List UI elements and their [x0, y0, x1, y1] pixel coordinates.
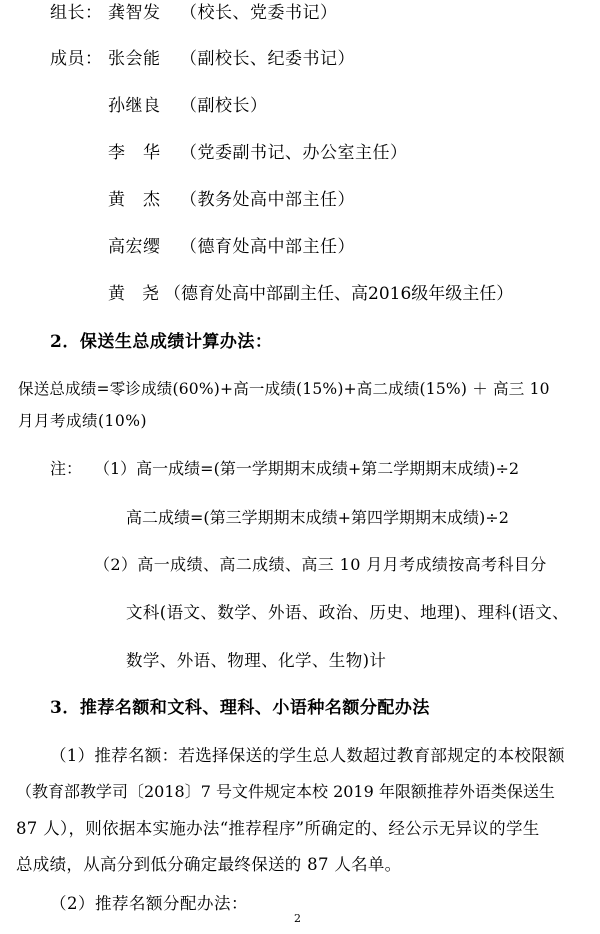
members-label: 成员： — [50, 49, 103, 69]
member-name: 高宏缨 — [108, 237, 161, 257]
note-text: （2）高一成绩、高二成绩、高三 10 月月考成绩按高考科目分 — [94, 555, 547, 574]
leader-label: 组长： — [50, 3, 103, 23]
formula-line: 保送总成绩=零诊成绩(60%)+高一成绩(15%)+高二成绩(15%) ＋ 高三 10 — [18, 380, 550, 398]
section-2-heading: 2．保送生总成绩计算办法： — [50, 332, 273, 352]
note-label: 注： — [50, 459, 83, 478]
paragraph-line: （2）推荐名额分配办法： — [50, 894, 248, 913]
member-name: 李 华 — [108, 143, 161, 163]
paragraph-line: 总成绩，从高分到低分确定最终保送的 87 人名单。 — [16, 855, 402, 874]
committee-member-row — [108, 283, 513, 305]
committee-member-row — [108, 189, 355, 211]
note-text: 高二成绩=(第三学期期末成绩+第四学期期末成绩)÷2 — [126, 508, 509, 527]
member-title: （党委副书记、办公室主任） — [180, 143, 408, 163]
member-name: 黄 尧 — [108, 284, 159, 304]
member-title: （德育处高中部副主任、高2016级年级主任） — [164, 284, 514, 304]
paragraph-line: （1）推荐名额：若选择保送的学生总人数超过教育部规定的本校限额 — [50, 746, 565, 765]
member-name: 孙继良 — [108, 96, 161, 116]
member-title: （副校长、纪委书记） — [180, 49, 355, 69]
member-name: 龚智发 — [108, 3, 161, 23]
member-name: 黄 杰 — [108, 190, 161, 210]
section-3-heading: 3．推荐名额和文科、理科、小语种名额分配办法 — [50, 698, 430, 718]
member-title: （副校长） — [180, 96, 268, 116]
paragraph-line: （教育部教学司〔2018〕7 号文件规定本校 2019 年限额推荐外语类保送生 — [16, 782, 555, 801]
paragraph-line: 87 人），则依据本实施办法“推荐程序”所确定的、经公示无异议的学生 — [16, 819, 540, 838]
note-text: 文科(语文、数学、外语、政治、历史、地理)、理科(语文、 — [126, 603, 570, 622]
committee-member-row — [108, 236, 355, 258]
committee-member-row — [108, 142, 408, 164]
formula-line: 月月考成绩(10%) — [18, 412, 148, 430]
member-title: （德育处高中部主任） — [180, 237, 355, 257]
page-number: 2 — [294, 912, 301, 925]
note-text: 数学、外语、物理、化学、生物)计 — [126, 651, 387, 670]
committee-leader-row — [50, 2, 338, 24]
note-text: （1）高一成绩=(第一学期期末成绩+第二学期期末成绩)÷2 — [94, 459, 520, 478]
committee-member-row — [50, 48, 355, 70]
member-name: 张会能 — [108, 49, 161, 69]
note-1 — [50, 458, 519, 480]
member-title: （校长、党委书记） — [180, 3, 338, 23]
committee-member-row — [108, 95, 268, 117]
member-title: （教务处高中部主任） — [180, 190, 355, 210]
